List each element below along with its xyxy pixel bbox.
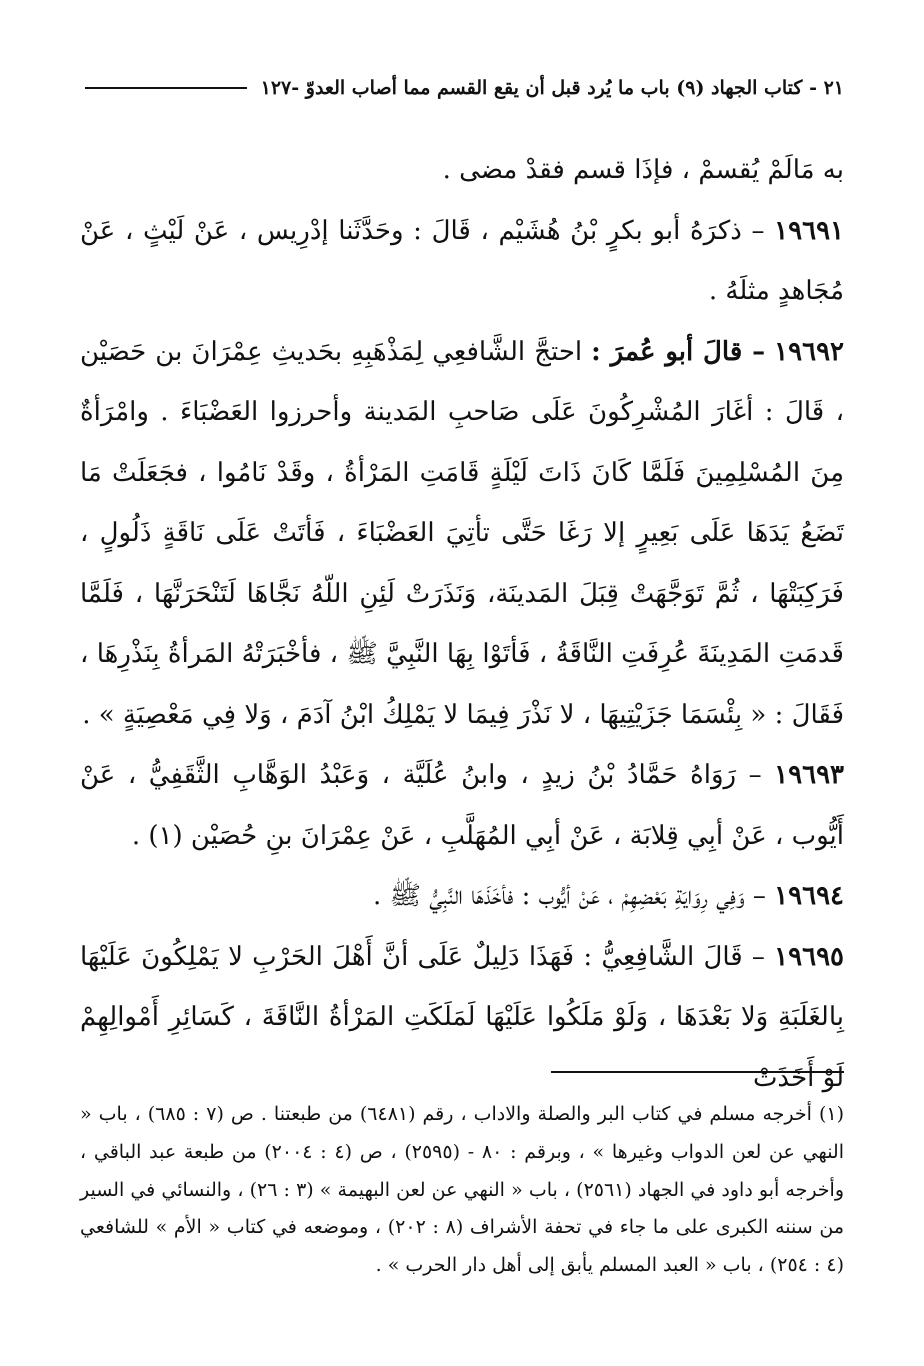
paragraph-19695: [80, 927, 844, 1109]
main-text: [80, 140, 844, 1108]
paragraph-19694: [80, 866, 844, 927]
paragraph-text: – وَفِي رِوَايَةِ بَعْضِهِمْ ، عَنْ أيُّوب : فأخَذَهَا النَّبِيُّ ﷺ .: [373, 881, 766, 911]
paragraph-19693: [80, 745, 844, 866]
paragraph-19691: [80, 201, 844, 322]
paragraph-text: احتجَّ الشَّافعِي لِمَذْهَبِهِ بحَديثِ عِمْرَانَ بن حَصَيْن ، قَالَ : أغَارَ المُشْرِكُونَ عَلَى صَاحبِ المَدينة وأحرزوا العَضْبَاءَ . وامْرَأةٌ مِنَ المُسْلِمِينَ فَلَمَّا كَانَ ذَاتَ لَيْلَةٍ قَامَتِ المَرْأةُ ، وقَدْ نَامُوا ، فجَعَلَتْ مَا تَضَعُ يَدَهَا عَلَى بَعِيرٍ إلا رَغَا حَتَّى تأتِيَ العَضْبَاءَ ، فَأتَتْ عَلَى نَاقَةٍ ذَلُولٍ ، فَرَكِبَتْهَا ، ثُمَّ تَوَجَّهَتْ قِبَلَ المَدينَة، وَنَذَرَتْ لَئِنِ اللّهُ نَجَّاهَا لَتَنْحَرَنَّهَا ، فَلَمَّا قَدمَتِ المَدِينَةَ عُرِفَتِ النَّاقَةُ ، فَأتَوْا بِهَا النَّبِيَّ ﷺ ، فأخْبَرَتْهُ المَرأةُ بِنَذْرِهَا ، فَقَالَ : « بِئْسَمَا جَزَيْتِيهَا ، لا نَذْرَ فِيمَا لا يَمْلِكُ ابْنُ آدَمَ ، وَلا فِي مَعْصِيَةٍ » .: [80, 336, 844, 730]
paragraph-continuation: [80, 140, 844, 201]
footnote-separator: [551, 1071, 844, 1073]
paragraph-19692: [80, 322, 844, 746]
paragraph-text: – ذكرَهُ أبو بكرٍ بْنُ هُشَيْم ، قَالَ : وحَدَّثَنا إدْرِيس ، عَنْ لَيْثٍ ، عَنْ مُجَاهدٍ مثلَهُ .: [80, 215, 844, 306]
paragraph-lead: – قالَ أبو عُمرَ :: [591, 336, 766, 367]
running-head: ٢١ - كتاب الجهاد (٩) باب ما يُرد قبل أن يقع القسم مما أصاب العدوّ -١٢٧: [260, 77, 844, 99]
page-header: [85, 68, 844, 108]
paragraph-text: – رَوَاهُ حَمَّادُ بْنُ زيدٍ ، وابنُ عُلَيَّة ، وَعَبْدُ الوَهَّابِ الثَّقَفِيُّ ، عَنْ أَيُّوب ، عَنْ أبِي قِلابَة ، عَنْ أبِي المُهَلَّبِ ، عَنْ عِمْرَانَ بنِ حُصَيْن (١) .: [80, 760, 844, 851]
footnote-block: [80, 1096, 844, 1285]
paragraph-text: – قَالَ الشَّافِعِيُّ : فَهَذَا دَلِيلٌ عَلَى أنَّ أَهْلَ الحَرْبِ لا يَمْلِكُونَ عَلَيْهَا بِالغَلَبَةِ وَلا بَعْدَهَا ، وَلَوْ مَلَكُوا عَلَيْهَا لَمَلَكَتِ المَرْأةُ النَّاقَةَ ، كَسَائِرِ أَمْوالِهِمْ لَوْ أَخَذَتْ: [80, 941, 844, 1093]
paragraph-number: ١٩٦٩٣: [774, 760, 844, 790]
paragraph-text: به مَالَمْ يُقسمْ ، فإذَا قسم فقدْ مضى .: [442, 155, 844, 185]
footnote-1: (١) أخرجه مسلم في كتاب البر والصلة والاداب ، رقم (٦٤٨١) من طبعتنا . ص (٧ : ٦٨٥) ، باب « النهي عن لعن الدواب وغيرها » ، وبرقم : ٨٠ - (٢٥٩٥) ، ص (٤ : ٢٠٠٤) من طبعة عبد الباقي ، وأخرجه أبو داود في الجهاد (٢٥٦١) ، باب « النهي عن لعن البهيمة » (٣ : ٢٦) ، والنسائي في السير من سننه الكبرى على ما جاء في تحفة الأشراف (٨ : ٢٠٢) ، وموضعه في كتاب « الأم » للشافعي (٤ : ٢٥٤) ، باب « العبد المسلم يأبق إلى أهل دار الحرب » .: [80, 1103, 845, 1277]
paragraph-number: ١٩٦٩٤: [774, 881, 844, 911]
paragraph-number: ١٩٦٩٢: [774, 336, 844, 367]
paragraph-number: ١٩٦٩٥: [774, 941, 844, 972]
paragraph-number: ١٩٦٩١: [774, 215, 844, 246]
header-rule: [85, 87, 247, 89]
